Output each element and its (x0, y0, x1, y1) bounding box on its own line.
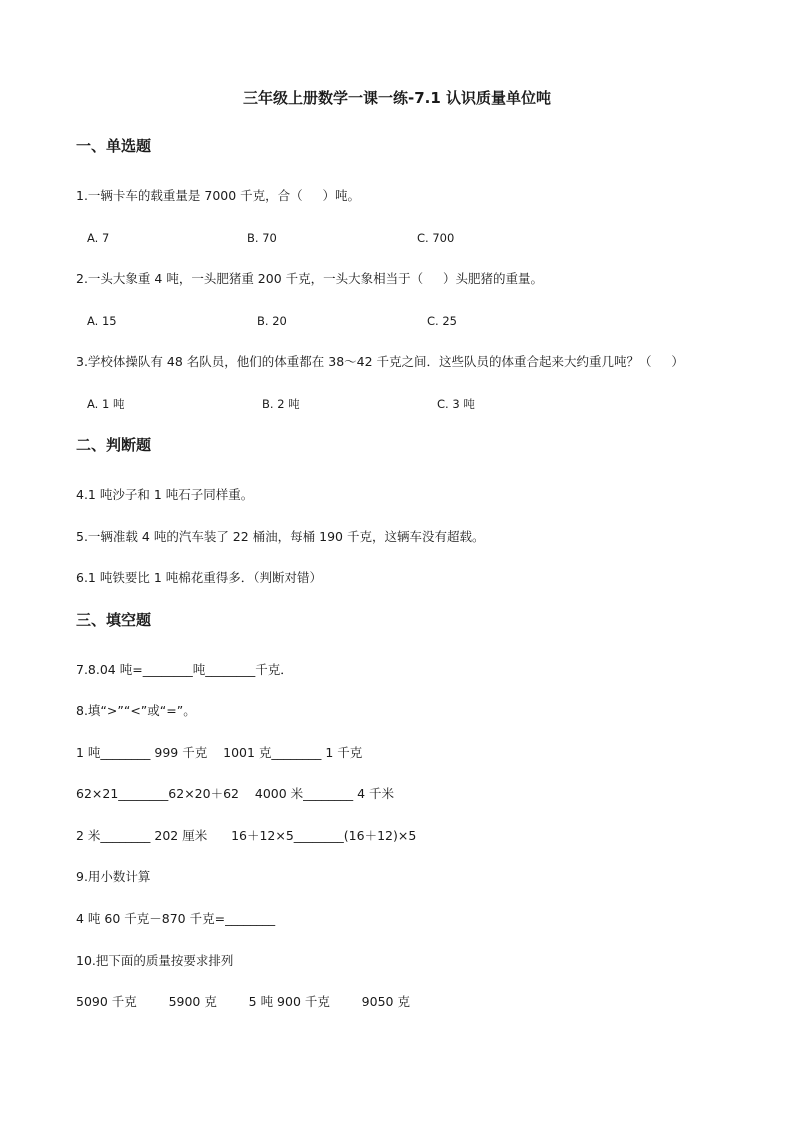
question-1-option-b: B. 70 (247, 231, 277, 245)
question-2-option-b: B. 20 (257, 314, 287, 328)
question-2-stem: 2.一头大象重 4 吨，一头肥猪重 200 千克，一头大象相当于（ ）头肥猪的重量。 (76, 271, 543, 286)
question-8-row-3: 2 米________ 202 厘米 16＋12×5________(16＋12)×5 (76, 828, 417, 843)
section-heading-single-choice: 一、单选题 (76, 137, 152, 155)
question-7: 7.8.04 吨=________吨________千克． (76, 662, 293, 677)
question-5: 5.一辆准载 4 吨的汽车装了 22 桶油，每桶 190 千克，这辆车没有超载。 (76, 529, 485, 544)
page-title: 三年级上册数学一课一练-7.1 认识质量单位吨 (242, 89, 552, 107)
question-9-stem: 9.用小数计算 (76, 869, 151, 884)
question-3-stem: 3.学校体操队有 48 名队员，他们的体重都在 38～42 千克之间．这些队员的体重合起来大约重几吨？（ ） (76, 354, 684, 369)
question-8-row-2: 62×21________62×20＋62 4000 米________ 4 千米 (76, 786, 395, 801)
question-1-option-a: A. 7 (87, 231, 110, 245)
question-2-option-a: A. 15 (87, 314, 117, 328)
question-6: 6.1 吨铁要比 1 吨棉花重得多．（判断对错） (76, 570, 323, 585)
question-8-row-1: 1 吨________ 999 千克 1001 克________ 1 千克 (76, 745, 363, 760)
question-3-option-a: A. 1 吨 (87, 397, 125, 411)
section-heading-true-false: 二、判断题 (76, 436, 152, 454)
question-10-items: 5090 千克 5900 克 5 吨 900 千克 9050 克 (76, 994, 410, 1009)
question-3-option-c: C. 3 吨 (437, 397, 475, 411)
section-heading-fill-blank: 三、填空题 (76, 611, 152, 629)
question-1-option-c: C. 700 (417, 231, 455, 245)
question-9-expression: 4 吨 60 千克－870 千克=________ (76, 911, 276, 926)
question-4: 4.1 吨沙子和 1 吨石子同样重。 (76, 487, 254, 502)
question-1-stem: 1.一辆卡车的载重量是 7000 千克，合（ ）吨。 (76, 188, 361, 203)
question-3-option-b: B. 2 吨 (262, 397, 300, 411)
question-10-stem: 10.把下面的质量按要求排列 (76, 953, 234, 968)
question-2-option-c: C. 25 (427, 314, 457, 328)
question-8-stem: 8.填“>”“<”或“=”。 (76, 703, 196, 718)
